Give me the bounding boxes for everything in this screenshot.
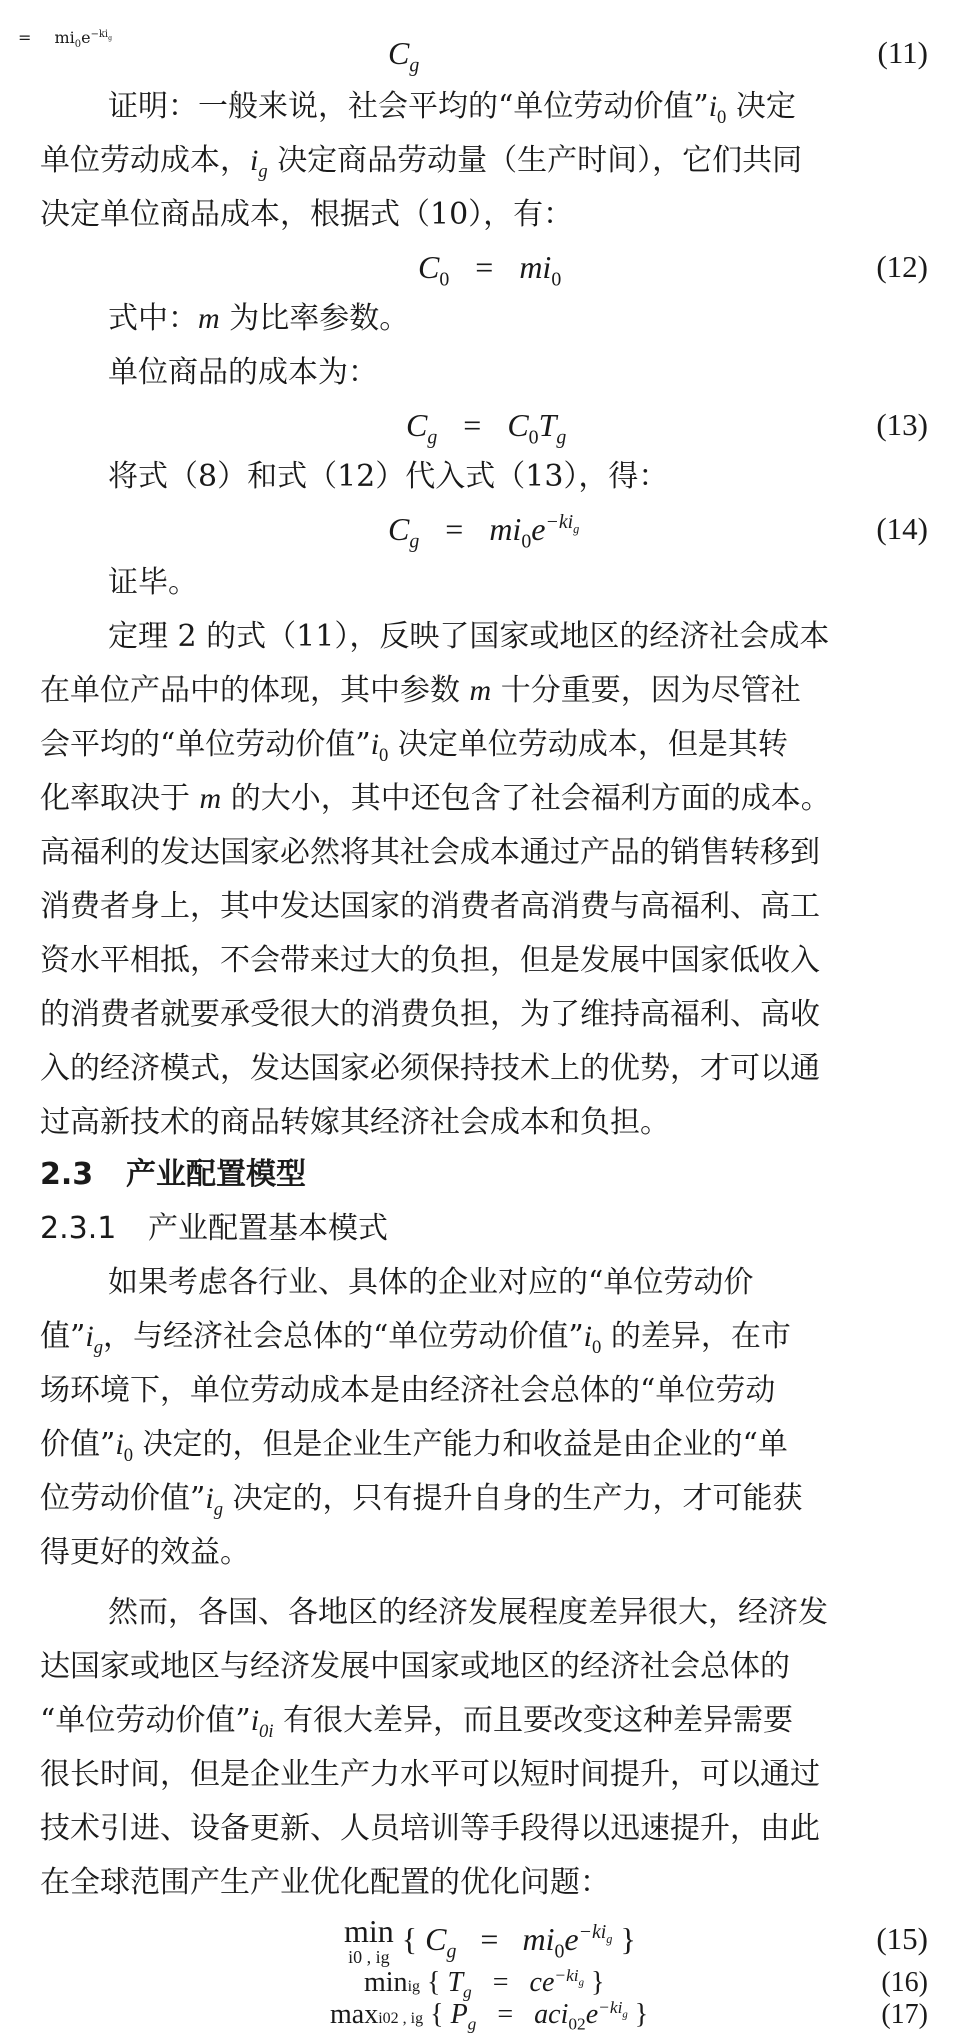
text: 有很大差异，而且要改变这种差异需要	[283, 1703, 794, 1738]
equation-number: (16)	[881, 1967, 928, 1998]
text-line	[0, 1474, 980, 1524]
eq-symbol: C	[388, 35, 410, 71]
eq-subscript: g	[409, 54, 420, 77]
equation-14	[0, 504, 980, 554]
eq-subscript: g	[108, 34, 112, 42]
eq-subscript: 0	[554, 1940, 565, 1963]
eq-equals: =	[480, 1921, 499, 1957]
eq-symbol: e	[531, 511, 546, 547]
text-line	[0, 1588, 980, 1638]
text: 证明：一般来说，社会平均的“单位劳动价值”	[108, 89, 709, 124]
math-var: i	[85, 1320, 94, 1353]
text-line	[0, 1098, 980, 1148]
eq-superscript: −ki	[545, 511, 574, 534]
math-sub: 0i	[259, 1721, 274, 1742]
math-sub: g	[213, 1499, 223, 1520]
equation-13	[0, 400, 980, 450]
subsection-number: 2.3.1	[40, 1211, 117, 1246]
text-line	[0, 348, 980, 398]
eq-symbol: mi	[519, 249, 552, 285]
text-line	[0, 1804, 980, 1854]
text-line	[0, 666, 980, 716]
text-line	[0, 1258, 980, 1308]
math-sub: 0	[592, 1337, 602, 1358]
text: 决定的，只有提升自身的生产力，才可能获	[232, 1481, 803, 1516]
equation-number: (13)	[876, 407, 928, 442]
eq-symbol: mi	[522, 1921, 555, 1957]
math-var: i	[115, 1428, 124, 1461]
eq-subscript: g	[427, 426, 438, 449]
math-var: i	[250, 1704, 260, 1737]
eq-operator-subscript: ig	[407, 1978, 421, 1995]
text-line	[0, 882, 980, 932]
text-line	[0, 1642, 980, 1692]
eq-subscript: 0	[551, 268, 562, 291]
text: 决定单位商品成本，根据式（10），有：	[40, 197, 574, 232]
eq-equals: =	[492, 1967, 509, 1998]
math-sub: g	[93, 1337, 103, 1358]
eq-superscript: −ki	[554, 1965, 579, 1985]
equation-number: (12)	[876, 249, 928, 284]
text-line	[0, 720, 980, 770]
text: 会平均的“单位劳动价值”	[40, 727, 371, 762]
eq-superscript: −ki	[598, 1997, 623, 2017]
text-line	[0, 828, 980, 878]
text-line	[0, 1420, 980, 1470]
text: 位劳动价值”	[40, 1481, 206, 1516]
text: 如果考虑各行业、具体的企业对应的“单位劳动价	[108, 1265, 754, 1300]
eq-subscript: g	[606, 1932, 613, 1947]
eq-symbol: e	[585, 1999, 599, 2030]
math-sub: 0	[123, 1445, 133, 1466]
eq-subscript: 0	[439, 268, 450, 291]
text: 技术引进、设备更新、人员培训等手段得以迅速提升，由此	[40, 1811, 820, 1846]
text-line	[0, 82, 980, 132]
eq-symbol: C	[507, 407, 529, 443]
text: 十分重要，因为尽管社	[500, 673, 801, 708]
eq-symbol: T	[447, 1967, 464, 1998]
text: 资水平相抵，不会带来过大的负担，但是发展中国家低收入	[40, 943, 820, 978]
equation-16: minig { $T_g = ce^{-ki_g}$ } (16)	[364, 1965, 928, 2002]
text-line	[0, 1528, 980, 1578]
eq-symbol: T	[538, 407, 557, 443]
eq-subscript: g	[578, 1976, 585, 1989]
eq-subscript: 0	[521, 530, 532, 553]
eq-subscript: 0	[74, 39, 82, 51]
eq-equals: =	[463, 407, 482, 443]
text: 的消费者就要承受很大的消费负担，为了维持高福利、高收	[40, 997, 820, 1032]
text: 将式（8）和式（12）代入式（13），得：	[108, 459, 669, 494]
eq-symbol: aci	[534, 1999, 569, 2030]
math-var: i	[205, 1482, 214, 1515]
eq-superscript: −ki	[90, 28, 109, 40]
eq-subscript: 0	[528, 426, 539, 449]
math-sub: g	[258, 161, 268, 182]
text: 很长时间，但是企业生产力水平可以短时间提升，可以通过	[40, 1757, 820, 1792]
eq-symbol: e	[564, 1921, 579, 1957]
equation-number: (17)	[881, 1999, 928, 2030]
eq-superscript: −ki	[578, 1921, 607, 1944]
eq-symbol: ce	[529, 1967, 555, 1998]
eq-symbol: C	[425, 1921, 447, 1957]
text: 在全球范围产生产业优化配置的优化问题：	[40, 1865, 610, 1900]
eq-subscript: g	[446, 1940, 457, 1963]
eq-symbol: C	[418, 249, 440, 285]
text: 价值”	[40, 1427, 116, 1462]
text: 单位劳动成本，	[40, 143, 250, 178]
eq-subscript: g	[573, 522, 580, 537]
section-number: 2.3	[40, 1157, 94, 1192]
text: 的差异，在市	[610, 1319, 791, 1354]
text-line	[0, 774, 980, 824]
equation-15: min i0 , ig { $C_g = mi_0e^{-ki_g}$ } (15)	[344, 1913, 928, 1967]
eq-equals: =	[445, 511, 464, 547]
math-var: m	[198, 302, 220, 335]
equation-17: maxi02 , ig { $P_g = aci_{02}e^{-ki_g}$ } (17)	[330, 1997, 928, 2034]
text-line	[0, 1312, 980, 1362]
equation-12	[0, 242, 980, 292]
eq-symbol: C	[406, 407, 428, 443]
text: 然而，各国、各地区的经济发展程度差异很大，经济发	[108, 1595, 828, 1630]
text: 高福利的发达国家必然将其社会成本通过产品的销售转移到	[40, 835, 820, 870]
text: “单位劳动价值”	[40, 1703, 251, 1738]
text-line	[0, 558, 980, 608]
math-var: m	[469, 674, 492, 707]
text: 决定的，但是企业生产能力和收益是由企业的“单	[142, 1427, 788, 1462]
eq-subscript: g	[467, 2014, 477, 2034]
subsection-heading	[0, 1204, 980, 1254]
text: 证毕。	[108, 565, 198, 600]
text-line	[0, 1750, 980, 1800]
section-title: 产业配置模型	[126, 1157, 306, 1192]
math-var: i	[370, 728, 380, 761]
text: 单位商品的成本为：	[108, 355, 378, 390]
equation-11	[0, 28, 980, 78]
eq-subscript: 02	[568, 2014, 586, 2034]
eq-operator: max	[330, 1999, 379, 2030]
math-sub: 0	[717, 107, 727, 128]
text: 决定商品劳动量（生产时间），它们共同	[277, 143, 803, 178]
text-line	[0, 136, 980, 186]
text: 值”	[40, 1319, 86, 1354]
eq-subscript: g	[463, 1982, 472, 2002]
eq-subscript: g	[556, 426, 567, 449]
text-line	[0, 190, 980, 240]
equation-number: (11)	[877, 35, 928, 70]
text: 定理 2 的式（11），反映了国家或地区的经济社会成本	[108, 619, 830, 654]
text-line	[0, 1366, 980, 1416]
eq-operator-subscript: i02 , ig	[378, 2010, 424, 2027]
eq-symbol: C	[388, 511, 410, 547]
eq-operator-subscript: i0 , ig	[348, 1947, 390, 1967]
text: ，与经济社会总体的“单位劳动价值”	[102, 1319, 584, 1354]
text: 在单位产品中的体现，其中参数	[40, 673, 460, 708]
math-var: i	[708, 90, 718, 123]
text-line	[0, 1044, 980, 1094]
eq-symbol: P	[450, 1999, 468, 2030]
text-line	[0, 936, 980, 986]
math-var: m	[199, 782, 222, 815]
eq-subscript: g	[409, 530, 420, 553]
eq-operator: min	[364, 1967, 408, 1998]
text: 决定单位劳动成本，但是其转	[397, 727, 788, 762]
text-line	[0, 612, 980, 662]
text: 得更好的效益。	[40, 1535, 250, 1570]
text: 式中：	[108, 301, 198, 336]
math-var: i	[250, 144, 259, 177]
text-line	[0, 294, 980, 344]
eq-equals: =	[475, 249, 494, 285]
eq-operator: min	[344, 1913, 394, 1949]
text: 场环境下，单位劳动成本是由经济社会总体的“单位劳动	[40, 1373, 776, 1408]
text: 决定	[735, 89, 796, 124]
text: 化率取决于	[40, 781, 190, 816]
eq-subscript: g	[622, 2008, 628, 2021]
eq-equals: =	[497, 1999, 514, 2030]
text: 为比率参数。	[229, 301, 410, 336]
section-heading	[0, 1150, 980, 1200]
text-line	[0, 1696, 980, 1746]
math-var: i	[583, 1320, 593, 1353]
text: 的大小，其中还包含了社会福利方面的成本。	[230, 781, 831, 816]
text: 入的经济模式，发达国家必须保持技术上的优势，才可以通	[40, 1051, 820, 1086]
text: 达国家或地区与经济发展中国家或地区的经济社会总体的	[40, 1649, 790, 1684]
eq-symbol: mi	[489, 511, 522, 547]
equation-number: (14)	[876, 511, 928, 546]
subsection-title: 产业配置基本模式	[148, 1211, 388, 1246]
math-sub: 0	[379, 745, 389, 766]
eq-symbol: e	[81, 28, 91, 47]
text: 消费者身上，其中发达国家的消费者高消费与高福利、高工	[40, 889, 820, 924]
text-line	[0, 1858, 980, 1908]
text-line	[0, 990, 980, 1040]
text-line	[0, 452, 980, 502]
equation-number: (15)	[876, 1921, 928, 1956]
text: 过高新技术的商品转嫁其经济社会成本和负担。	[40, 1105, 670, 1140]
eq-equals: =	[18, 28, 32, 47]
eq-symbol: mi	[54, 28, 75, 47]
